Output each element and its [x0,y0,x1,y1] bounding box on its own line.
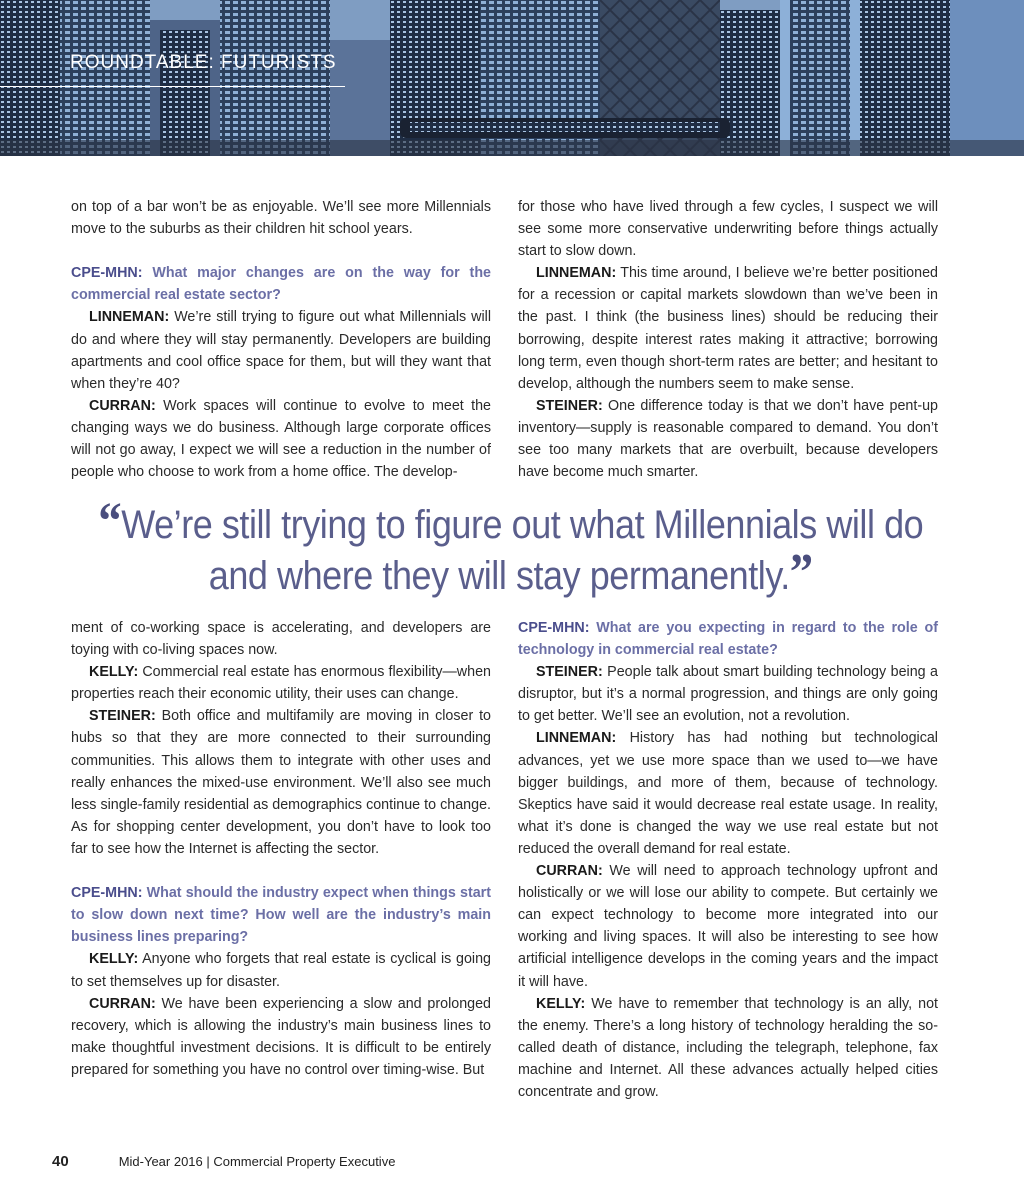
answer-paragraph: CURRAN: Work spaces will continue to evolve to meet the changing ways we do business. Although large corporate offices will not go away, I expect we will see a reduction in the number of people who choose to work from a home office. The develop- [71,397,491,481]
section-label: ROUNDTABLE: FUTURISTS [70,52,337,73]
question: CPE-MHN: What are you expecting in regard to the role of technology in commercial real estate? [518,620,938,659]
answer-paragraph: KELLY: Anyone who forgets that real estate is cyclical is going to set themselves up for disaster. [71,951,491,990]
publication-info: Mid-Year 2016 | Commercial Property Executive [118,1154,396,1169]
answer-paragraph: LINNEMAN: We’re still trying to figure out what Millennials will do and where they will stay permanently. Developers are building apartments and cool office space for them, but will they want that when they’re 40? [71,309,491,392]
top-left-column [71,196,491,483]
top-right-column [518,196,938,483]
answer-paragraph: KELLY: Commercial real estate has enormous flexibility—when properties reach their economic utility, their uses can change. [71,664,491,703]
answer-paragraph: LINNEMAN: History has had nothing but technological advances, yet we use more space than we used to—we have bigger buildings, and more of them, because of technology. Skeptics have said it would decrease real estate usage. In reality, what it’s done is changed the way we use real estate but not reduced the overall demand for real estate. [518,730,938,857]
answer-paragraph: KELLY: We have to remember that technology is an ally, not the enemy. There’s a long history of technology heralding the so-called death of distance, including the telegraph, telephone, fax machine and Internet. All these advances actually helped cities concentrate and grow. [518,995,938,1100]
city-skyline-illustration [0,0,1024,156]
question: CPE-MHN: What should the industry expect when things start to slow down next time? How well are the industry’s main business lines preparing? [71,885,491,946]
answer-paragraph: CURRAN: We have been experiencing a slow and prolonged recovery, which is allowing the industry’s main business lines to make thoughtful investment decisions. It is difficult to be entirely prepared for something you have no control over timing-wise. But [71,995,491,1078]
question: CPE-MHN: What major changes are on the way for the commercial real estate sector? [71,265,491,304]
answer-paragraph: CURRAN: We will need to approach technology upfront and holistically or we will lose our ability to compete. But certainly we can expect technology to become more integrated into our working and living spaces. It will also be interesting to see how artificial intelligence develops in the coming years and the impact it will have. [518,863,938,990]
pull-quote-text: We’re still trying to figure out what Millennials will do and where they will stay permanently. [121,503,924,598]
answer-paragraph: LINNEMAN: This time around, I believe we’re better positioned for a recession or capital markets slowdown than we’ve been in the past. I think (the business lines) should be reducing their borrowing, despite interest rates making it attractive; borrowing long term, even though short-term rates are better; and hesitant to develop, although the numbers seem to make sense. [518,265,938,392]
page-footer [52,1153,395,1170]
answer-paragraph: STEINER: One difference today is that we don’t have pent-up inventory—supply is reasonable compared to demand. You don’t see too many markets that are overbuilt, because developers have become much smarter. [518,397,938,481]
bottom-left-column [71,617,491,1081]
pull-quote [72,493,950,601]
page-number: 40 [52,1153,69,1170]
bottom-right-column [518,617,938,1103]
answer-paragraph: STEINER: Both office and multifamily are moving in closer to hubs so that they are more connected to their surrounding communities. This allows them to integrate with other uses and really enhances the mixed-use environment. We’ll also see much less single-family residential as demographics continue to change. As for shopping center development, you don’t have to look too far to see how the Internet is affecting the sector. [71,708,491,857]
paragraph: for those who have lived through a few cycles, I suspect we will see some more conservative underwriting before things actually start to slow down. [518,199,938,260]
section-label-rule [0,86,345,87]
open-quote-icon: “ [98,493,122,550]
header-banner-image [0,0,1024,156]
paragraph: ment of co-working space is accelerating, and developers are toying with co-living spaces now. [71,620,491,659]
answer-paragraph: STEINER: People talk about smart building technology being a disruptor, but it’s a normal progression, and things are only going to get better. We’ll see an evolution, not a revolution. [518,664,938,725]
paragraph: on top of a bar won’t be as enjoyable. We’ll see more Millennials move to the suburbs as their children hit school years. [71,199,491,238]
close-quote-icon: ” [789,544,813,601]
